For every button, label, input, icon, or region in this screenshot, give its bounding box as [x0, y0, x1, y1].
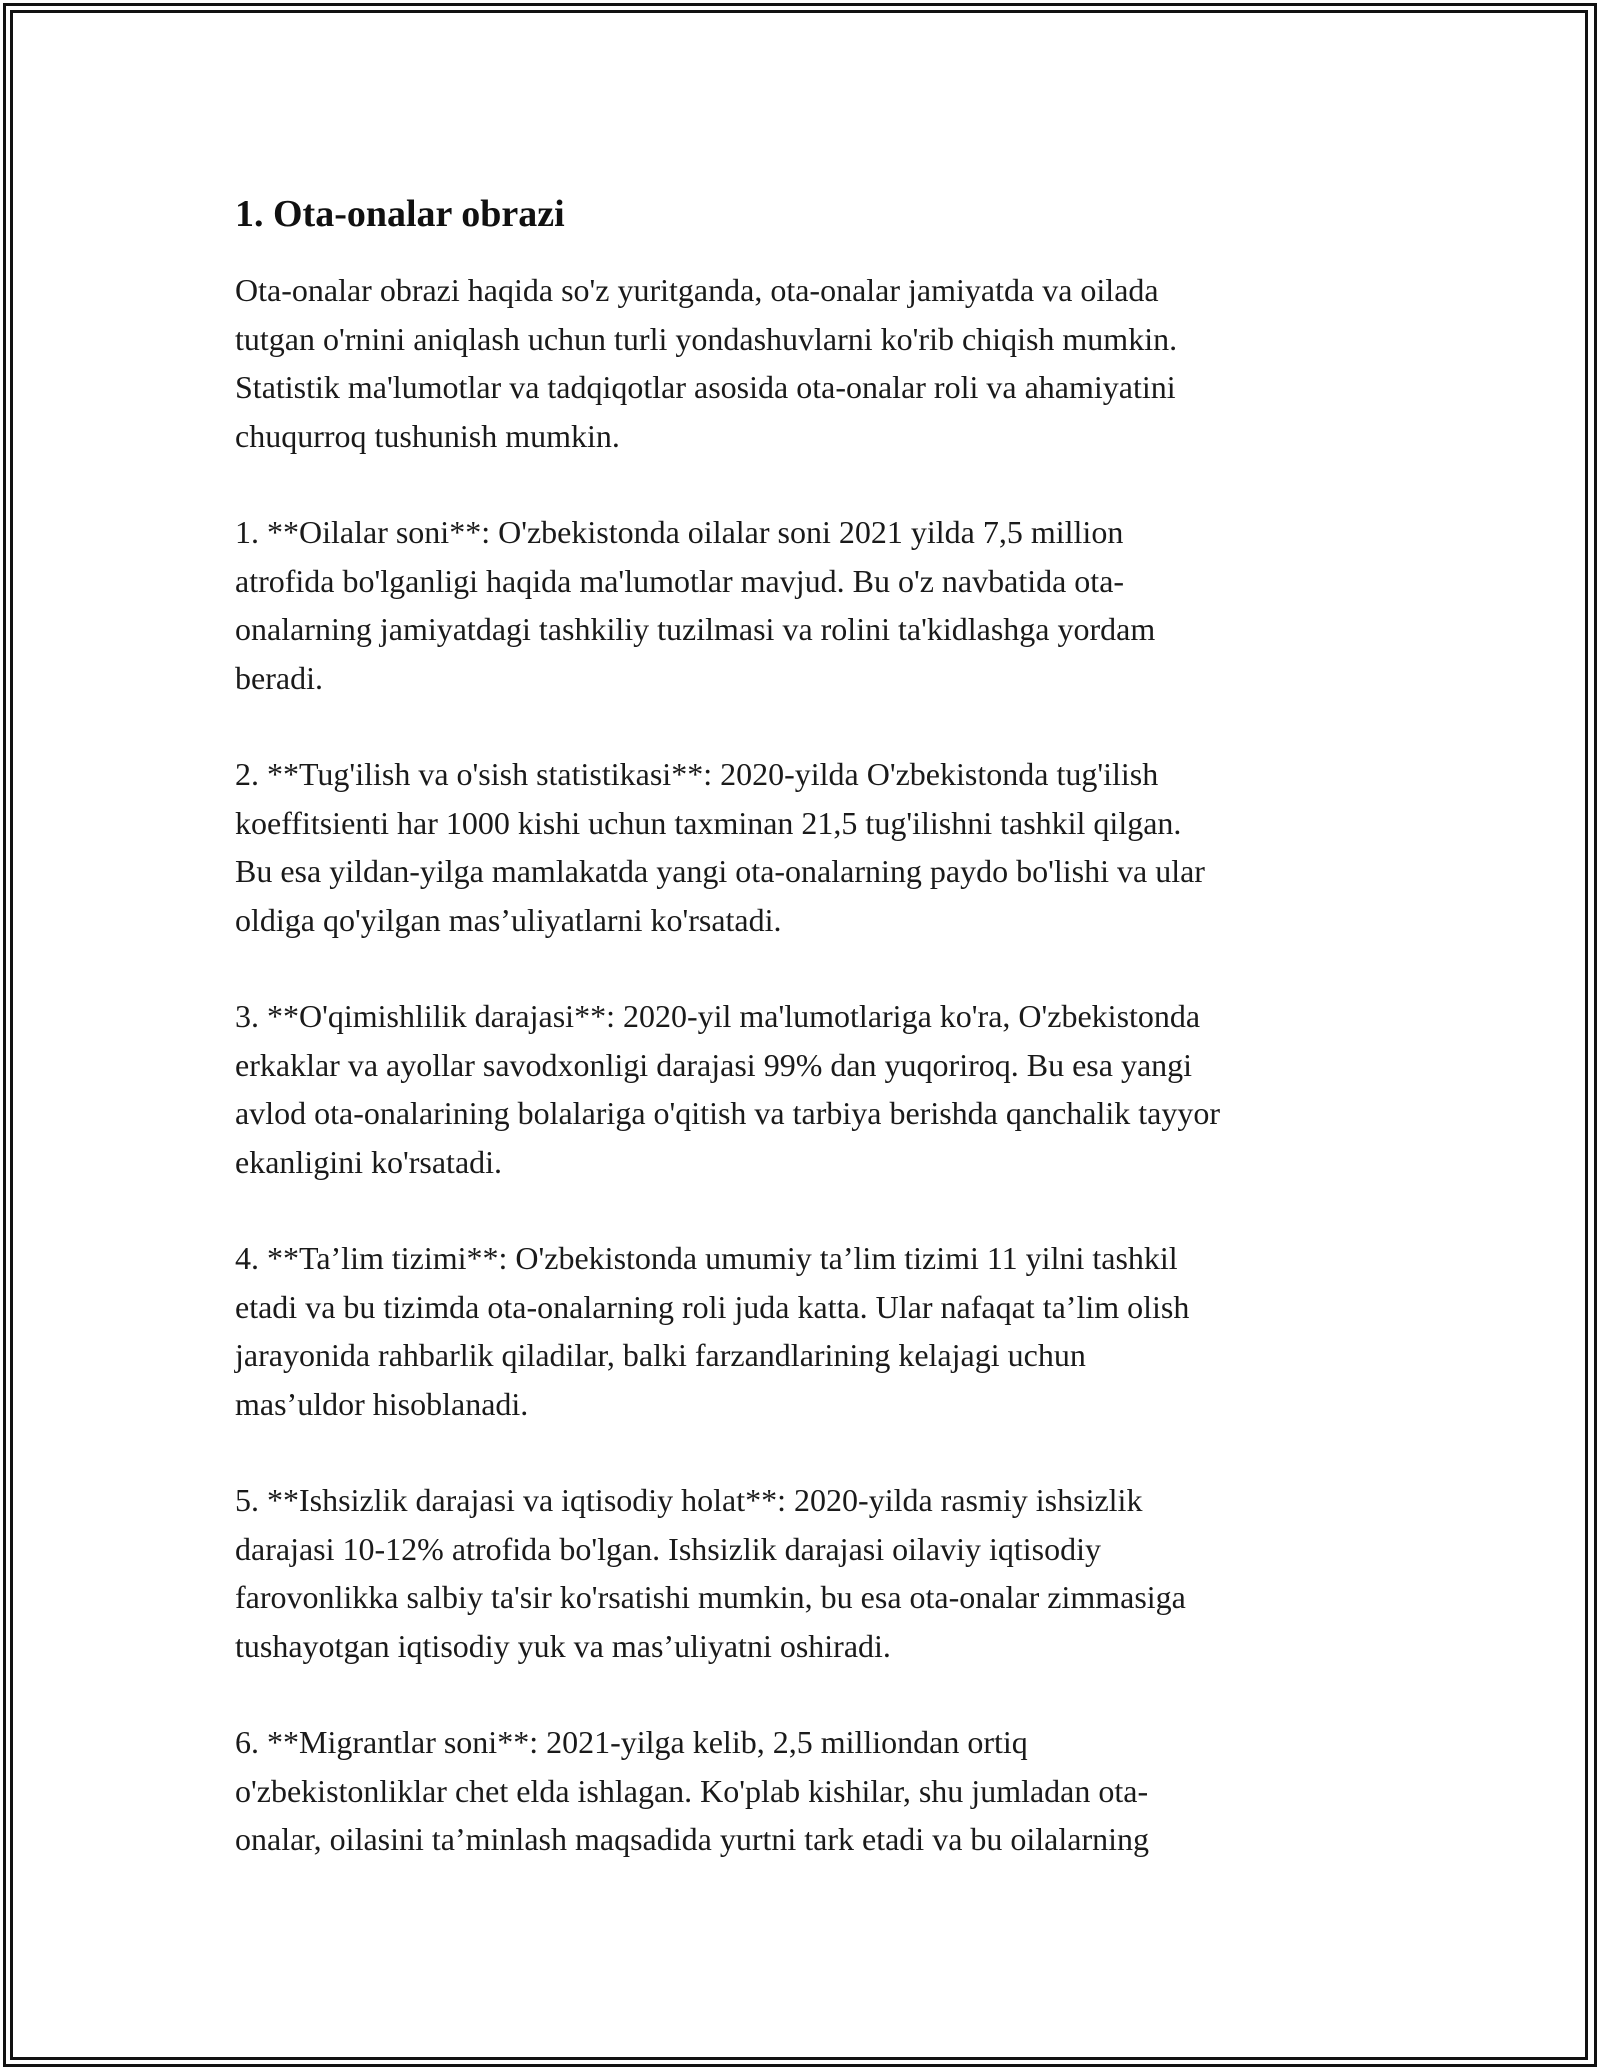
list-item-migrants: 6. **Migrantlar soni**: 2021-yilga kelib, 2,5 milliondan ortiq o'zbekistonliklar chet elda ishlagan. Ko'plab kishilar, shu jumladan ota- onalar, oilasini ta’minlash maqsadida yurtni tark etadi va bu oilalarning: [235, 1724, 1150, 1857]
list-item-families-count: 1. **Oilalar soni**: O'zbekistonda oilalar soni 2021 yilda 7,5 million atrofida bo'lganligi haqida ma'lumotlar mavjud. Bu o'z navbatida ota- onalarning jamiyatdagi tashkiliy tuzilmasi va rolini ta'kidlashga yordam beradi.: [235, 514, 1156, 696]
document-body: [235, 182, 1375, 1864]
section-heading: 1. Ota-onalar obrazi: [235, 193, 565, 235]
list-item-unemployment: 5. **Ishsizlik darajasi va iqtisodiy holat**: 2020-yilda rasmiy ishsizlik darajasi 10-12% atrofida bo'lgan. Ishsizlik darajasi oilaviy iqtisodiy farovonlikka salbiy ta'sir ko'rsatishi mumkin, bu esa ota-onalar zimmasiga tushayotgan iqtisodiy yuk va mas’uliyatni oshiradi.: [235, 1482, 1186, 1664]
list-item-education-system: 4. **Ta’lim tizimi**: O'zbekistonda umumiy ta’lim tizimi 11 yilni tashkil etadi va bu tizimda ota-onalarning roli juda katta. Ular nafaqat ta’lim olish jarayonida rahbarlik qiladilar, balki farzandlarining kelajagi uchun mas’uldor hisoblanadi.: [235, 1240, 1190, 1422]
list-item-literacy-level: 3. **O'qimishlilik darajasi**: 2020-yil ma'lumotlariga ko'ra, O'zbekistonda erkaklar va ayollar savodxonligi darajasi 99% dan yuqoriroq. Bu esa yangi avlod ota-onalarining bolalariga o'qitish va tarbiya berishda qanchalik tayyor ekanligini ko'rsatadi.: [235, 998, 1220, 1180]
list-item-birth-statistics: 2. **Tug'ilish va o'sish statistikasi**: 2020-yilda O'zbekistonda tug'ilish koeffitsienti har 1000 kishi uchun taxminan 21,5 tug'ilishni tashkil qilgan. Bu esa yildan-yilga mamlakatda yangi ota-onalarning paydo bo'lishi va ular oldiga qo'yilgan mas’uliyatlarni ko'rsatadi.: [235, 756, 1205, 938]
intro-paragraph: Ota-onalar obrazi haqida so'z yuritganda, ota-onalar jamiyatda va oilada tutgan o'rnini aniqlash uchun turli yondashuvlarni ko'rib chiqish mumkin. Statistik ma'lumotlar va tadqiqotlar asosida ota-onalar roli va ahamiyatini chuqurroq tushunish mumkin.: [235, 272, 1178, 454]
